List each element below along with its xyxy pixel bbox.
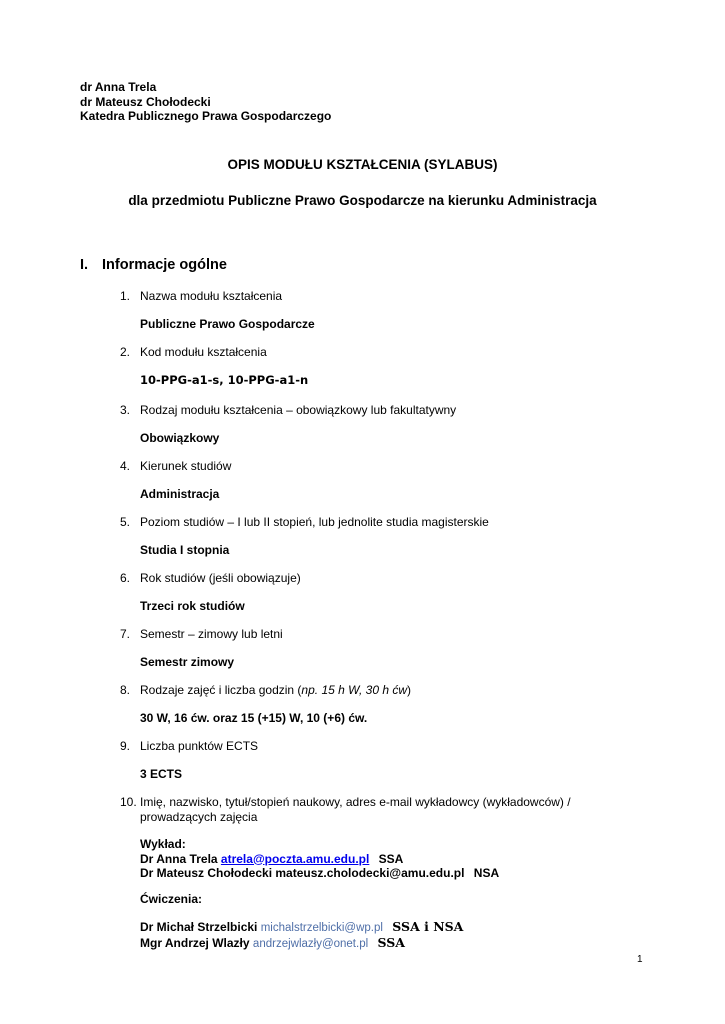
document-title: OPIS MODUŁU KSZTAŁCENIA (SYLABUS) [227,157,498,172]
item-label: Imię, nazwisko, tytuł/stopień naukowy, adres e-mail wykładowcy (wykładowców) / prowadzących zajęcia [140,795,571,824]
item-answer: Semestr zimowy [140,655,235,669]
court-tag: SSA i NSA [392,919,464,934]
item-answer: 3 ECTS [140,767,183,781]
instructor-name: Dr Michał Strzelbicki [140,920,258,934]
item-label: Rok studiów (jeśli obowiązuje) [140,571,301,585]
lecturer-row [140,852,499,867]
court-tag: SSA [377,934,405,950]
author-name: dr Mateusz Chołodecki [80,94,211,109]
item-number: 4. [120,459,131,473]
item-label: Poziom studiów – I lub II stopień, lub jednolite studia magisterskie [140,515,489,529]
court-tag: NSA [473,866,500,880]
item-number: 5. [120,515,131,529]
lecturer-name: Dr Mateusz Chołodecki [140,866,273,880]
list-item [120,289,620,304]
item-answer: 10-PPG-a1-s, 10-PPG-a1-n [140,373,309,387]
lecturer-email: mateusz.cholodecki@amu.edu.pl [275,866,465,880]
list-item [120,403,620,418]
department-name: Katedra Publicznego Prawa Gospodarczego [80,109,332,123]
item-answer: Obowiązkowy [140,431,220,445]
exercises-block [140,920,463,951]
lecture-heading: Wykład: [140,837,186,851]
list-item [120,795,590,825]
instructor-email: andrzejwlazły@onet.pl [252,937,369,950]
item-label-text: ) [407,683,412,697]
list-item [120,627,620,642]
item-number: 9. [120,739,131,753]
item-label-text: Rodzaje zajęć i liczba godzin ( [140,683,302,697]
instructor-name: Mgr Andrzej Wlazły [140,935,250,950]
item-number: 1. [120,289,131,303]
item-number: 2. [120,345,131,359]
item-label-example: np. 15 h W, 30 h ćw [301,683,408,697]
item-label: Semestr – zimowy lub letni [140,627,283,641]
item-number: 10. [120,795,137,809]
item-label: Rodzaj modułu kształcenia – obowiązkowy lub fakultatywny [140,403,457,417]
exercises-heading: Ćwiczenia: [140,892,203,906]
item-answer: Publiczne Prawo Gospodarcze [140,317,315,331]
section-title: Informacje ogólne [102,257,227,273]
item-answer: Trzeci rok studiów [140,599,245,613]
item-number: 8. [120,683,131,697]
instructor-row [140,920,463,936]
author-block [80,80,331,124]
list-item [120,515,620,530]
lecturer-email-link[interactable]: atrela@poczta.amu.edu.pl [220,851,370,866]
document-subtitle: dla przedmiotu Publiczne Prawo Gospodarcze na kierunku Administracja [128,193,597,208]
section-heading [80,257,227,273]
lecturer-name: Dr Anna Trela [140,851,218,866]
instructor-row [140,936,463,952]
lecture-block [140,837,499,881]
section-number: I. [80,257,89,273]
instructor-email: michalstrzelbicki@wp.pl [260,922,383,934]
item-number: 6. [120,571,131,585]
list-item [120,345,620,360]
item-label: Liczba punktów ECTS [140,739,259,753]
list-item [120,683,620,698]
court-tag: SSA [378,851,404,866]
item-answer: 30 W, 16 ćw. oraz 15 (+15) W, 10 (+6) ćw. [140,711,368,725]
page-number: 1 [637,954,643,965]
item-label: Kod modułu kształcenia [140,345,267,359]
list-item [120,459,620,474]
lecturer-row [140,866,499,881]
list-item [120,571,620,586]
item-answer: Administracja [140,487,220,501]
item-label [140,683,620,698]
item-number: 3. [120,403,131,417]
item-label: Nazwa modułu kształcenia [140,289,283,303]
item-number: 7. [120,627,131,641]
list-item [120,739,620,754]
item-label: Kierunek studiów [140,459,232,473]
item-answer: Studia I stopnia [140,543,230,557]
author-name: dr Anna Trela [80,80,157,94]
